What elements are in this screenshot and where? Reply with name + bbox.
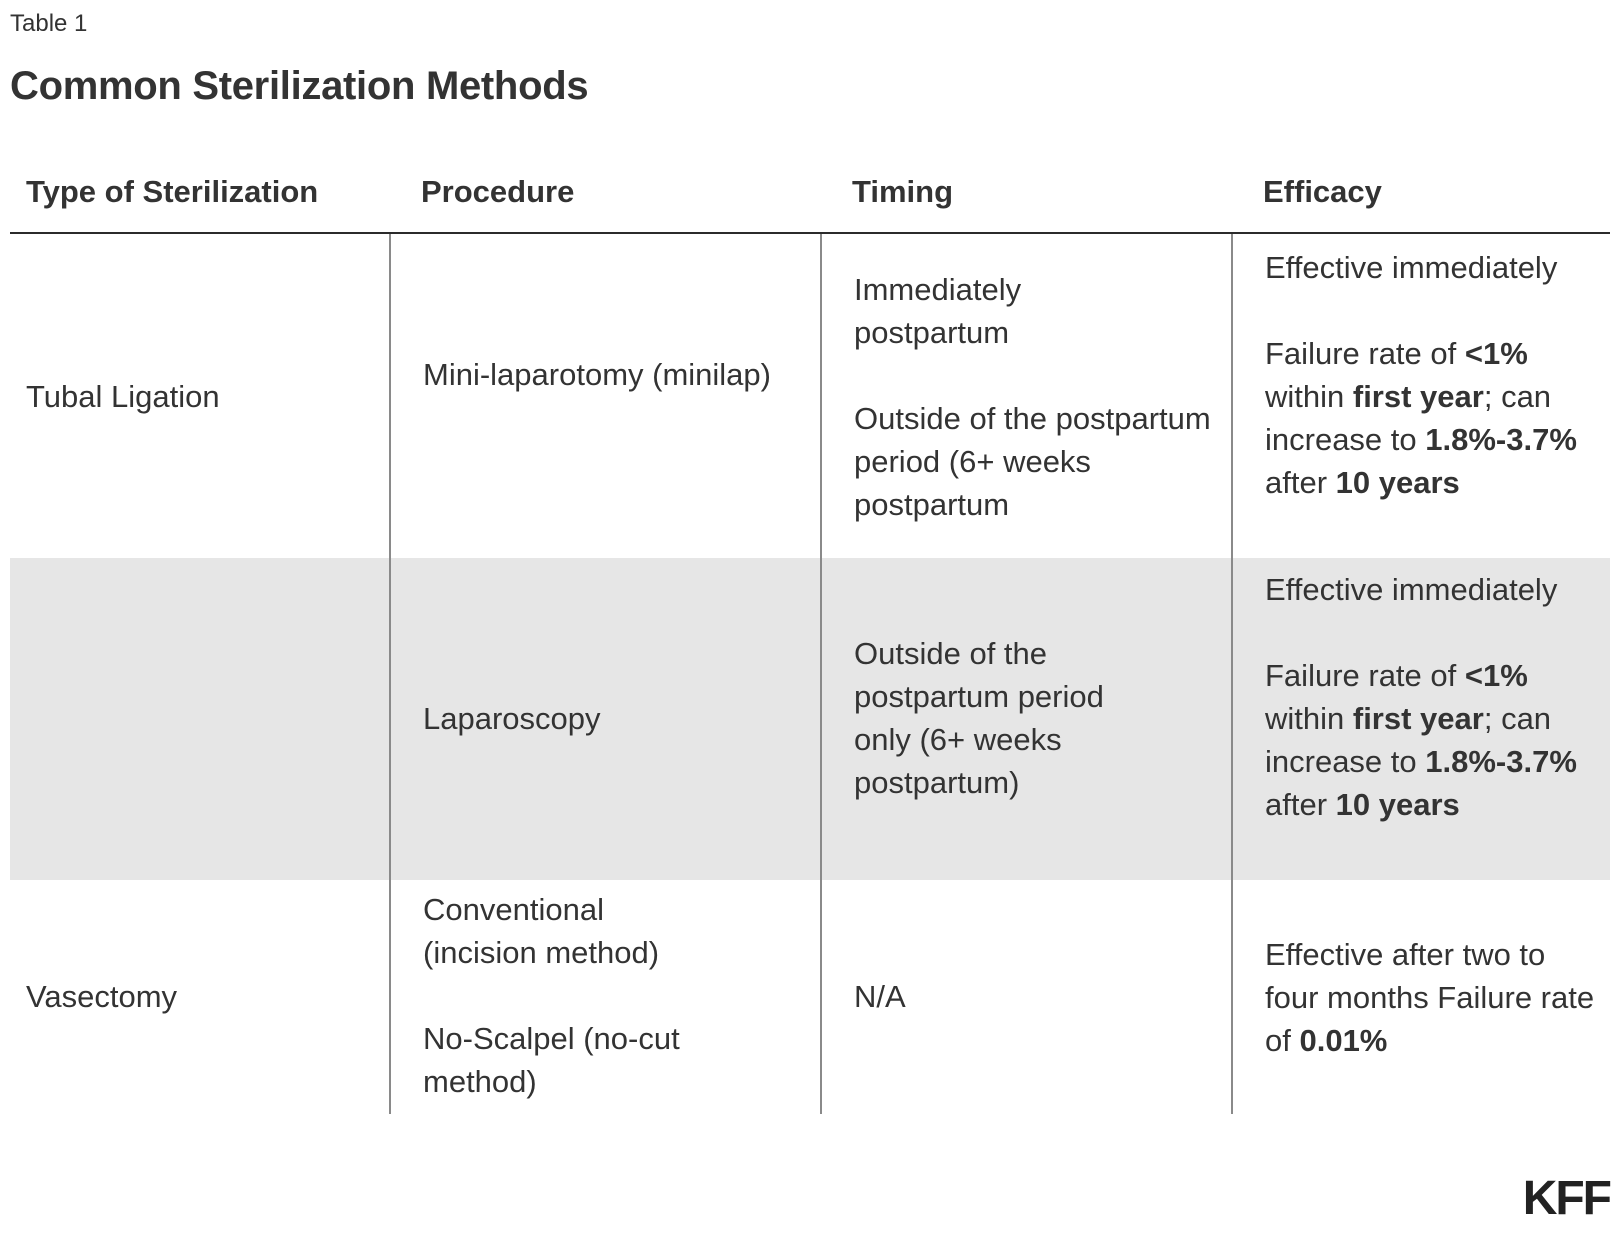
cell-procedure xyxy=(423,353,783,396)
efficacy-rate: Effective after two to four months Failure rate of 0.01% xyxy=(1265,937,1595,1058)
column-divider xyxy=(389,234,391,1114)
procedure-item: No-Scalpel (no-cut method) xyxy=(423,1021,680,1099)
timing-item: Immediately postpartum xyxy=(854,272,1022,350)
efficacy-rate: Failure rate of <1% within first year; can increase to 1.8%-3.7% after 10 years xyxy=(1265,336,1577,500)
efficacy-line: Effective immediately xyxy=(1265,572,1558,607)
header-divider xyxy=(10,232,1610,234)
cell-procedure xyxy=(423,888,723,1103)
column-divider xyxy=(820,234,822,1114)
procedure-item: Conventional (incision method) xyxy=(423,892,660,970)
efficacy-line: Effective immediately xyxy=(1265,250,1558,285)
cell-type: Tubal Ligation xyxy=(26,379,220,414)
column-divider xyxy=(1231,234,1233,1114)
page-title: Common Sterilization Methods xyxy=(10,64,589,108)
cell-efficacy xyxy=(1265,933,1595,1062)
column-header-procedure: Procedure xyxy=(421,174,575,209)
column-header-timing: Timing xyxy=(852,174,954,209)
cell-type: Vasectomy xyxy=(26,979,178,1014)
cell-timing xyxy=(854,632,1154,804)
column-header-type: Type of Sterilization xyxy=(26,174,319,209)
timing-item: Outside of the postpartum period only (6+ weeks postpartum) xyxy=(854,636,1104,800)
cell-procedure xyxy=(423,697,783,740)
procedure-item: Laparoscopy xyxy=(423,701,601,736)
timing-item: N/A xyxy=(854,979,906,1014)
cell-timing xyxy=(854,268,1214,526)
procedure-item: Mini-laparotomy (minilap) xyxy=(423,357,771,392)
timing-item: Outside of the postpartum period (6+ weeks postpartum xyxy=(854,401,1211,522)
table-label: Table 1 xyxy=(10,10,88,37)
efficacy-rate: Failure rate of <1% within first year; can increase to 1.8%-3.7% after 10 years xyxy=(1265,658,1577,822)
cell-efficacy xyxy=(1265,568,1605,826)
cell-efficacy xyxy=(1265,246,1605,504)
column-header-efficacy: Efficacy xyxy=(1263,174,1382,209)
kff-logo: KFF xyxy=(1522,1172,1610,1225)
cell-timing xyxy=(854,975,1154,1018)
